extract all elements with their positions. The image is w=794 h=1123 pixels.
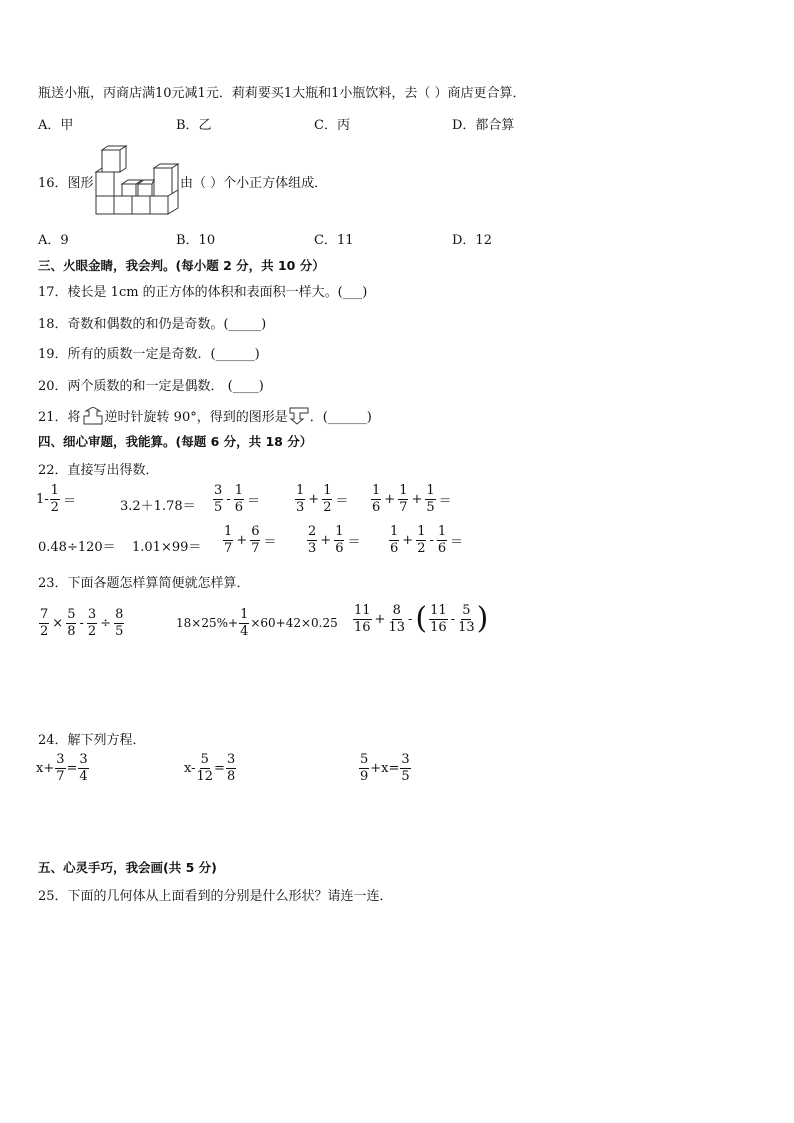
q22-r1-e1 xyxy=(36,484,78,514)
q22-r1-e2: 3.2＋1.78＝ xyxy=(120,499,196,514)
q15-option-b: B．乙 xyxy=(176,118,212,133)
q22-r1-e3: $\frac{3}{5}$ - $\frac{1}{6}$ ＝ xyxy=(214,483,260,515)
q23-e1: $\frac{7}{2}$ × $\frac{5}{8}$ - $\frac{3}{2}$ ÷ $\frac{8}{5}$ xyxy=(40,607,124,639)
arrow-shape-icon xyxy=(82,407,104,425)
q16-pre: 16．图形 xyxy=(38,176,94,191)
q20-text: 20．两个质数的和一定是偶数． (____) xyxy=(38,379,264,394)
q21-pre: 21．将 xyxy=(38,410,81,425)
equals: ＝ xyxy=(62,493,76,509)
q24-title: 24．解下列方程． xyxy=(38,733,146,748)
q22-r2-e1: 0.48÷120＝ xyxy=(38,540,116,555)
q23-title: 23．下面各题怎样算简便就怎样算． xyxy=(38,576,250,591)
rotated-shape-icon xyxy=(289,407,309,425)
q16-option-c: C．11 xyxy=(314,233,354,248)
q23-e3: $\frac{11}{16}$ + $\frac{8}{13}$ - ( $\frac{11}{16}$ - $\frac{5}{13}$ ) xyxy=(354,601,489,637)
q15-text: 瓶送小瓶，丙商店满10元减1元．莉莉要买1大瓶和1小瓶饮料，去（ ）商店更合算． xyxy=(38,86,526,101)
fraction: $\frac{1}{2}$ xyxy=(50,483,59,515)
q22-r2-e2: 1.01×99＝ xyxy=(132,540,202,555)
cube-figure-icon xyxy=(92,144,182,216)
q18-text: 18．奇数和偶数的和仍是奇数。(_____) xyxy=(38,317,267,332)
q22-r2-e4: $\frac{2}{3}$ + $\frac{1}{6}$ ＝ xyxy=(308,524,361,556)
q22-r2-e5: $\frac{1}{6}$ + $\frac{1}{2}$ - $\frac{1}{6}$ ＝ xyxy=(390,524,464,556)
section5-title: 五、心灵手巧，我会画(共 5 分) xyxy=(38,860,217,875)
section4-title: 四、细心审题，我能算。(每题 6 分，共 18 分） xyxy=(38,434,313,449)
q15-option-d: D．都合算 xyxy=(452,118,515,133)
q15-option-a: A．甲 xyxy=(38,118,74,133)
q16-option-d: D．12 xyxy=(452,233,492,248)
q22-r1-e4: $\frac{1}{3}$ + $\frac{1}{2}$ ＝ xyxy=(296,483,349,515)
q22-r2-e3: $\frac{1}{7}$ + $\frac{6}{7}$ ＝ xyxy=(224,524,277,556)
q16-option-b: B．10 xyxy=(176,233,216,248)
q16-post: 由（ ）个小正方体组成． xyxy=(180,176,328,191)
q22-r1-e5: $\frac{1}{6}$ + $\frac{1}{7}$ + $\frac{1}{5}$ ＝ xyxy=(372,483,452,515)
q17-text: 17．棱长是 1cm 的正方体的体积和表面积一样大。(___) xyxy=(38,285,368,300)
q23-e2: 18×25%+ $\frac{1}{4}$ ×60+42×0.25 xyxy=(176,607,338,639)
q21-line xyxy=(38,406,372,425)
q21-mid: 逆时针旋转 90°，得到的图形是 xyxy=(104,410,288,425)
expr-text: 1- xyxy=(36,491,49,507)
q22-title: 22．直接写出得数． xyxy=(38,463,159,478)
q24-e1: x+ $\frac{3}{7}$ = $\frac{3}{4}$ xyxy=(36,752,88,784)
q19-text: 19．所有的质数一定是奇数．(______) xyxy=(38,347,260,362)
q25-title: 25．下面的几何体从上面看到的分别是什么形状？请连一连． xyxy=(38,889,393,904)
section3-title: 三、火眼金睛，我会判。(每小题 2 分，共 10 分） xyxy=(38,258,325,273)
q15-option-c: C．丙 xyxy=(314,118,350,133)
q16-option-a: A．9 xyxy=(38,233,69,248)
q24-e2: x- $\frac{5}{12}$ = $\frac{3}{8}$ xyxy=(184,752,236,784)
q21-post: ．(______) xyxy=(309,410,372,425)
q24-e3: $\frac{5}{9}$ +x= $\frac{3}{5}$ xyxy=(360,752,410,784)
